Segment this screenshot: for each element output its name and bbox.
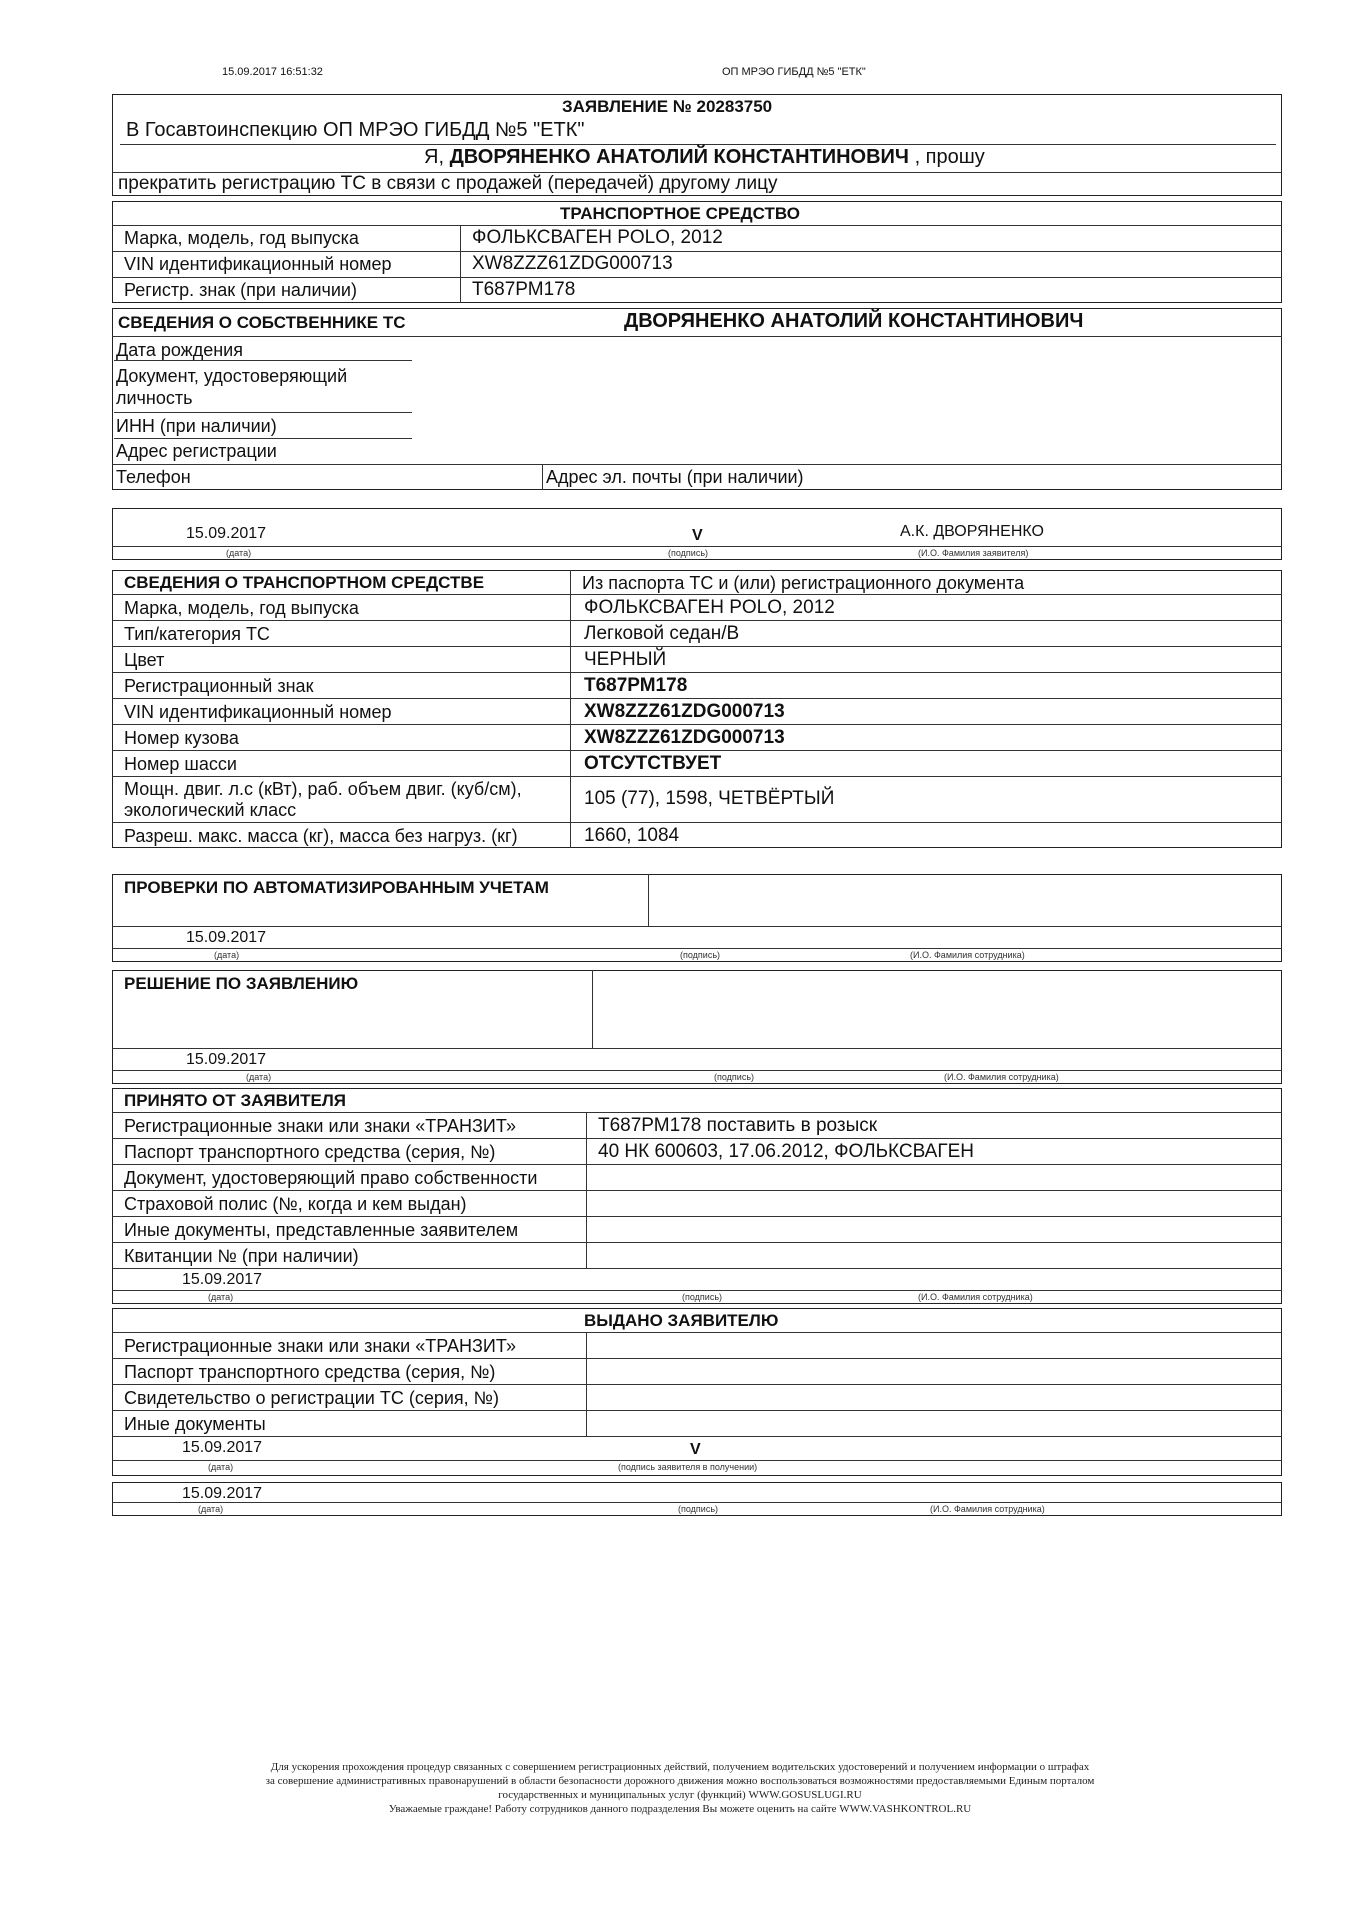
footer-notice bbox=[140, 1760, 1220, 1816]
vehicle-detail-value: ФОЛЬКСВАГЕН POLO, 2012 bbox=[584, 597, 835, 618]
vehicle-detail-label: Цвет bbox=[124, 650, 165, 670]
vehicle-power-label-2: экологический класс bbox=[124, 800, 297, 820]
vehicle-detail-value: XW8ZZZ61ZDG000713 bbox=[584, 701, 785, 722]
caption-signature: (подпись) bbox=[678, 1504, 719, 1514]
issued-heading: ВЫДАНО ЗАЯВИТЕЛЮ bbox=[584, 1311, 779, 1330]
vehicle-detail-label: Тип/категория ТС bbox=[124, 624, 270, 644]
owner-birth-label: Дата рождения bbox=[116, 340, 243, 360]
vehicle-short-value: XW8ZZZ61ZDG000713 bbox=[472, 253, 673, 274]
caption-date: (дата) bbox=[226, 548, 252, 558]
owner-doc-label-2: личность bbox=[116, 388, 193, 408]
issued-date: 15.09.2017 bbox=[182, 1439, 263, 1456]
received-label: Регистрационные знаки или знаки «ТРАНЗИТ» bbox=[124, 1116, 517, 1136]
caption-date: (дата) bbox=[246, 1072, 272, 1082]
caption-name: (И.О. Фамилия сотрудника) bbox=[930, 1504, 1045, 1514]
footer-line: за совершение административных правонарушений в области безопасности дорожного движения можно воспользоваться возможностями предоставляемыми Единым порталом bbox=[265, 1775, 1095, 1787]
vehicle-detail-label: Номер шасси bbox=[124, 754, 237, 774]
owner-address-label: Адрес регистрации bbox=[116, 441, 277, 461]
caption-signature: (подпись заявителя в получении) bbox=[618, 1462, 758, 1472]
vehicle-mass-label: Разреш. макс. масса (кг), масса без нагруз. (кг) bbox=[124, 826, 518, 846]
decision-heading: РЕШЕНИЕ ПО ЗАЯВЛЕНИЮ bbox=[124, 974, 359, 993]
owner-name: ДВОРЯНЕНКО АНАТОЛИЙ КОНСТАНТИНОВИЧ bbox=[624, 310, 1084, 332]
checks-date: 15.09.2017 bbox=[186, 929, 267, 946]
applicant-line bbox=[424, 147, 985, 167]
caption-date: (дата) bbox=[198, 1504, 224, 1514]
checks-heading: ПРОВЕРКИ ПО АВТОМАТИЗИРОВАННЫМ УЧЕТАМ bbox=[124, 878, 549, 897]
issued-sign-mark: V bbox=[690, 1441, 701, 1458]
received-label: Страховой полис (№, когда и кем выдан) bbox=[124, 1194, 467, 1214]
owner-phone-label: Телефон bbox=[116, 467, 191, 487]
vehicle-detail-label: VIN идентификационный номер bbox=[124, 702, 392, 722]
vehicle-detail-value: Т687РМ178 bbox=[584, 675, 688, 696]
vehicle-mass-value: 1660, 1084 bbox=[584, 825, 680, 846]
issued-label: Паспорт транспортного средства (серия, №) bbox=[124, 1362, 496, 1382]
vehicle-detail-value: Легковой седан/В bbox=[584, 623, 740, 644]
application-title: ЗАЯВЛЕНИЕ № 20283750 bbox=[562, 97, 773, 116]
print-office: ОП МРЭО ГИБДД №5 "ЕТК" bbox=[722, 66, 866, 78]
vehicle-short-label: VIN идентификационный номер bbox=[124, 254, 392, 274]
footer-line: Для ускорения прохождения процедур связанных с совершением регистрационных действий, получением водительских удостоверений и получением информации о штрафах bbox=[270, 1761, 1090, 1773]
vehicle-short-heading: ТРАНСПОРТНОЕ СРЕДСТВО bbox=[560, 204, 800, 223]
vehicle-short-label: Регистр. знак (при наличии) bbox=[124, 280, 357, 300]
vehicle-short-value: Т687РМ178 bbox=[472, 279, 576, 300]
received-label: Иные документы, представленные заявителем bbox=[124, 1220, 519, 1240]
caption-name: (И.О. Фамилия сотрудника) bbox=[910, 950, 1025, 960]
applicant-sign-mark: V bbox=[692, 527, 703, 544]
received-date: 15.09.2017 bbox=[182, 1271, 263, 1288]
decision-date: 15.09.2017 bbox=[186, 1051, 267, 1068]
vehicle-power-value: 105 (77), 1598, ЧЕТВЁРТЫЙ bbox=[584, 788, 835, 809]
vehicle-short-label: Марка, модель, год выпуска bbox=[124, 228, 359, 248]
caption-signature: (подпись) bbox=[714, 1072, 755, 1082]
applicant-sign-date: 15.09.2017 bbox=[186, 525, 267, 542]
applicant-name: ДВОРЯНЕНКО АНАТОЛИЙ КОНСТАНТИНОВИЧ bbox=[449, 146, 909, 168]
received-value: 40 НК 600603, 17.06.2012, ФОЛЬКСВАГЕН bbox=[598, 1141, 975, 1162]
caption-name: (И.О. Фамилия заявителя) bbox=[918, 548, 1029, 558]
owner-doc-label: Документ, удостоверяющий bbox=[116, 366, 348, 386]
caption-signature: (подпись) bbox=[682, 1292, 723, 1302]
vehicle-detail-label: Регистрационный знак bbox=[124, 676, 314, 696]
applicant-suffix: , прошу bbox=[914, 146, 985, 168]
final-date: 15.09.2017 bbox=[182, 1485, 263, 1502]
owner-inn-label: ИНН (при наличии) bbox=[116, 416, 277, 436]
caption-signature: (подпись) bbox=[680, 950, 721, 960]
vehicle-details-heading: СВЕДЕНИЯ О ТРАНСПОРТНОМ СРЕДСТВЕ bbox=[124, 573, 485, 592]
request-text: прекратить регистрацию ТС в связи с продажей (передачей) другому лицу bbox=[118, 173, 778, 194]
received-label: Паспорт транспортного средства (серия, №) bbox=[124, 1142, 496, 1162]
vehicle-detail-value: ЧЕРНЫЙ bbox=[584, 649, 667, 670]
footer-line: государственных и муниципальных услуг (функций) WWW.GOSUSLUGI.RU bbox=[498, 1789, 862, 1801]
owner-heading: СВЕДЕНИЯ О СОБСТВЕННИКЕ ТС bbox=[118, 313, 406, 332]
caption-date: (дата) bbox=[214, 950, 240, 960]
caption-date: (дата) bbox=[208, 1292, 234, 1302]
vehicle-detail-label: Марка, модель, год выпуска bbox=[124, 598, 359, 618]
vehicle-details-source: Из паспорта ТС и (или) регистрационного документа bbox=[582, 573, 1025, 593]
received-value: Т687РМ178 поставить в розыск bbox=[598, 1115, 878, 1136]
received-label: Документ, удостоверяющий право собственности bbox=[124, 1168, 538, 1188]
vehicle-detail-value: ОТСУТСТВУЕТ bbox=[584, 753, 722, 774]
received-heading: ПРИНЯТО ОТ ЗАЯВИТЕЛЯ bbox=[124, 1091, 347, 1110]
print-datetime: 15.09.2017 16:51:32 bbox=[222, 66, 323, 78]
caption-name: (И.О. Фамилия сотрудника) bbox=[918, 1292, 1033, 1302]
owner-email-label: Адрес эл. почты (при наличии) bbox=[546, 467, 804, 487]
caption-signature: (подпись) bbox=[668, 548, 709, 558]
addressee: В Госавтоинспекцию ОП МРЭО ГИБДД №5 "ЕТК" bbox=[126, 119, 585, 141]
vehicle-power-label: Мощн. двиг. л.с (кВт), раб. объем двиг. (куб/см), bbox=[124, 779, 522, 799]
vehicle-detail-value: XW8ZZZ61ZDG000713 bbox=[584, 727, 785, 748]
caption-name: (И.О. Фамилия сотрудника) bbox=[944, 1072, 1059, 1082]
vehicle-short-value: ФОЛЬКСВАГЕН POLO, 2012 bbox=[472, 227, 723, 248]
applicant-sign-name: А.К. ДВОРЯНЕНКО bbox=[900, 523, 1044, 540]
issued-label: Иные документы bbox=[124, 1414, 266, 1434]
caption-date: (дата) bbox=[208, 1462, 234, 1472]
footer-line: Уважаемые граждане! Работу сотрудников данного подразделения Вы можете оценить на сайте WWW.VASHKONTROL.RU bbox=[388, 1803, 972, 1815]
received-label: Квитанции № (при наличии) bbox=[124, 1246, 359, 1266]
applicant-prefix: Я, bbox=[424, 146, 444, 168]
issued-label: Регистрационные знаки или знаки «ТРАНЗИТ» bbox=[124, 1336, 517, 1356]
issued-label: Свидетельство о регистрации ТС (серия, №) bbox=[124, 1388, 499, 1408]
vehicle-detail-label: Номер кузова bbox=[124, 728, 239, 748]
